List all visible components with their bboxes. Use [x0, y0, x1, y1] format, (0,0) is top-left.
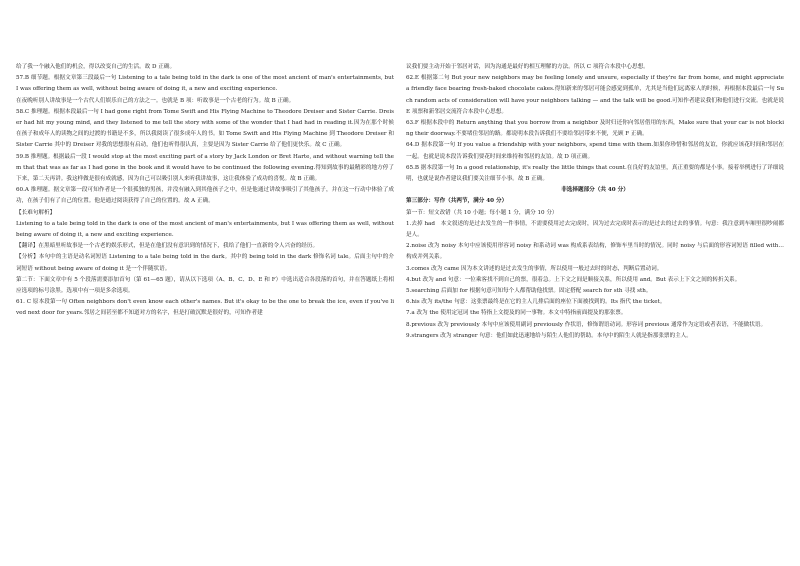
section-heading-non-choice: 非选择题部分（共 40 分）	[561, 187, 629, 194]
right-column	[406, 62, 784, 342]
right-para-13: 5.searching 后面加 for 根据句意可知每个人都帮助他找票。固定搭配 search for sth 寻找 sth。	[406, 288, 652, 295]
left-para-11: 第二节：下面文章中有 5 个段落需要添加首句（第 61—65 题），请从以下选项（A、B、C、D、E 和 F）中选出适合各段落的首句，并在答题纸上将相应选项的标号涂黑。选项中有一项是多余选项。	[16, 276, 394, 295]
left-para-9: 【翻译】在黑暗里听故事是一个古老的娱乐形式，但是在他们没有意识到的情况下，我给了他们一直新的令人兴奋的经历。	[16, 243, 319, 250]
left-para-10: 【分析】本句中的主语是动名词短语 Listening to a tale being told in the dark。其中的 being told in the dark 修饰名词 tale。后面主句中的介词短语 without being aware of doing it 是一个伴随状语。	[16, 254, 394, 272]
left-para-4: 58.C 推理题。根据本段最后一句 I had gone right from Tome Swift and His Flying Machine to Theodore Dreiser and Sister Carrie. Dreiser had hit my young mind, and they listened to me tell the story with some of the wonder that I had had in reading it.因为在那个时候在孩子和成年人的读物之间的过渡的书籍是不多，所以我阅读了很多成年人的书。如 Tome Swift and His Flying Machine 到 Theodore Dreiser 和 Sister Carrie 其中的 Dreiser 对我的思想很有启动，他们也听得很认真，主要是因为 Sister Carrie 给了他们更快乐。故 C 正确。	[16, 108, 394, 149]
section-heading-writing: 第三部分：写作（共两节，满分 40 分）	[406, 198, 508, 205]
left-para-6: 60.A 推理题。据文章第一段可知作者是一个很孤独的男孩，并没有融入到其他孩子之中，但是他通过讲故事吸引了其他孩子，并在这一行动中体验了成功，在孩子们有了自己的位置。他是通过阅读获得了自己的位置的。故 A 正确。	[16, 187, 394, 205]
left-para-2: 57.B 细节题。根据文章第三段最后一句 Listening to a tale being told in the dark is one of the most ancient of man's entertainments, but I was offering them as well, without being aware of doing it, a new and exciting experience.	[16, 75, 394, 93]
right-para-4: 64.D 据本段第一句 If you value a friendship with your neighbors, spend time with them.如果你珍惜和邻居的友谊，你就应该花时间和邻居在一起。也就是说本段告诉我们要花时间来维持和邻居的友谊。故 D 项正确。	[406, 142, 784, 160]
right-para-3: 63.F 根据本段中的 Return anything that you borrow from a neighbor 及时归还你向邻居借用的东西，Make sure that your car is not blocking their doorway.不要堵住邻居的路。都说明本段告诉我们不要给邻居带来不便，光顾 F 正确。	[406, 120, 784, 138]
right-para-14: 6.his 改为 its/the 句意：这张票最终是在它的主人几排后面的座位下面被找到的。Its 指代 the ticket。	[406, 299, 666, 306]
right-para-10: 2.noise 改为 noisy 本句中应该使用形容词 noisy 和系动词 was 构成系表结构，修饰车里当时的情况。同时 noisy 与后面的形容词短语 filled with…构成并列关系。	[406, 243, 784, 261]
left-para-3: 在夜晚听别人讲故事是一个古代人们娱乐自己的方法之一。也就是 B 项：听故事是一个古老的行为。故 B 正确。	[16, 97, 295, 104]
right-para-5: 65.B 据本段第一句 In a good relationship, it's really the little things that count.在良好的友谊里，真正重要的都是小事。接着举例进行了详细说明，也就是说作者建议我们要关注细节小事。故 B 正确。	[406, 164, 784, 183]
left-para-1: 给了我一个融入他们的机会，得以改变自己的生活。故 D 正确。	[16, 64, 176, 70]
left-para-8: Listening to a tale being told in the dark is one of the most ancient of man's entertainments, but I was offering them as well, without being aware of doing it, a new and exciting experience.	[16, 220, 394, 239]
left-para-12: 61. C 原本段第一句 Often neighbors don't even know each other's names. But it's okay to be the one to break the ice, even if you've lived next door for years.邻居之间甚至都不知道对方的名字，但是打破沉默是很好的，可知作者建	[16, 299, 394, 317]
left-heading-long-sentence: 【长难句解析】	[16, 209, 56, 216]
right-para-8: 第一节：短文改错（共 10 小题；每小题 1 分，满分 10 分）	[406, 209, 558, 216]
right-para-9: 1.去掉 had 本文叙述的是过去发生的一件事情，不需要使用过去完成时，因为过去完成时表示的是过去的过去的事情。句意：我注意到车厢里很吵闹都是人。	[406, 220, 784, 239]
right-para-11: 3.comes 改为 came 因为本文讲述的是过去发生的事情，所以使用一般过去时的时态，判断后置动词。	[406, 265, 663, 272]
left-column	[16, 62, 394, 320]
right-para-1: 议我们要主动开始于邻居对话，因为沟通是最好的相互理解的方法。所以 C 项符合本段中心思想。	[406, 64, 649, 70]
right-para-16: 8.previous 改为 previously 本句中应该使用副词 previously 作状语，修饰谓语动词。形容词 previous 通常作为定语或者表语，不能做状语。	[406, 321, 767, 328]
right-para-2: 62.E 根据第二句 But your new neighbors may be feeling lonely and unsure, especially if they're far from home, and might appreciate a friendly face bearing fresh-baked chocolate cakes.得知新来的邻居可能会感觉到孤单，尤其是当他们远离家人的时候，再根据本段最后一句 Such random acts of consideration will have your neighbors talking — and the talk will be good.可知作者建议我们和他们进行交流。也就是说 E 项票和新邻居交流符合本段中心思想。	[406, 75, 784, 115]
left-para-5: 59.B 推理题。根据最后一段 I would stop at the most exciting part of a story by Jack London or Bret Harte, and without warning tell them that that was as far as I had gone in the book and it would have to be continued the following evening.得知到故事的最精彩的地方停了下来，第二天再讲。我这样做是很有成就感，因为自己可以吸引别人来听我讲故事，这让我体验了成功的喜悦。故 B 正确。	[16, 153, 394, 183]
right-para-15: 7.a 改为 the 使用定冠词 the 特指上文提及的同一事物。本文中特指前面提及的那张票。	[406, 310, 627, 317]
right-para-17: 9.strangers 改为 stranger 句意：他们如此迅速地给与陌生人他们的帮助。本句中的陌生人就是指那张票的主人。	[406, 332, 692, 339]
right-para-12: 4.but 改为 and 句意：一位乘客找不到自己的票，很着急。上下文之间是顺接关系，所以使用 and。But 表示上下文之间的转折关系。	[406, 276, 741, 283]
